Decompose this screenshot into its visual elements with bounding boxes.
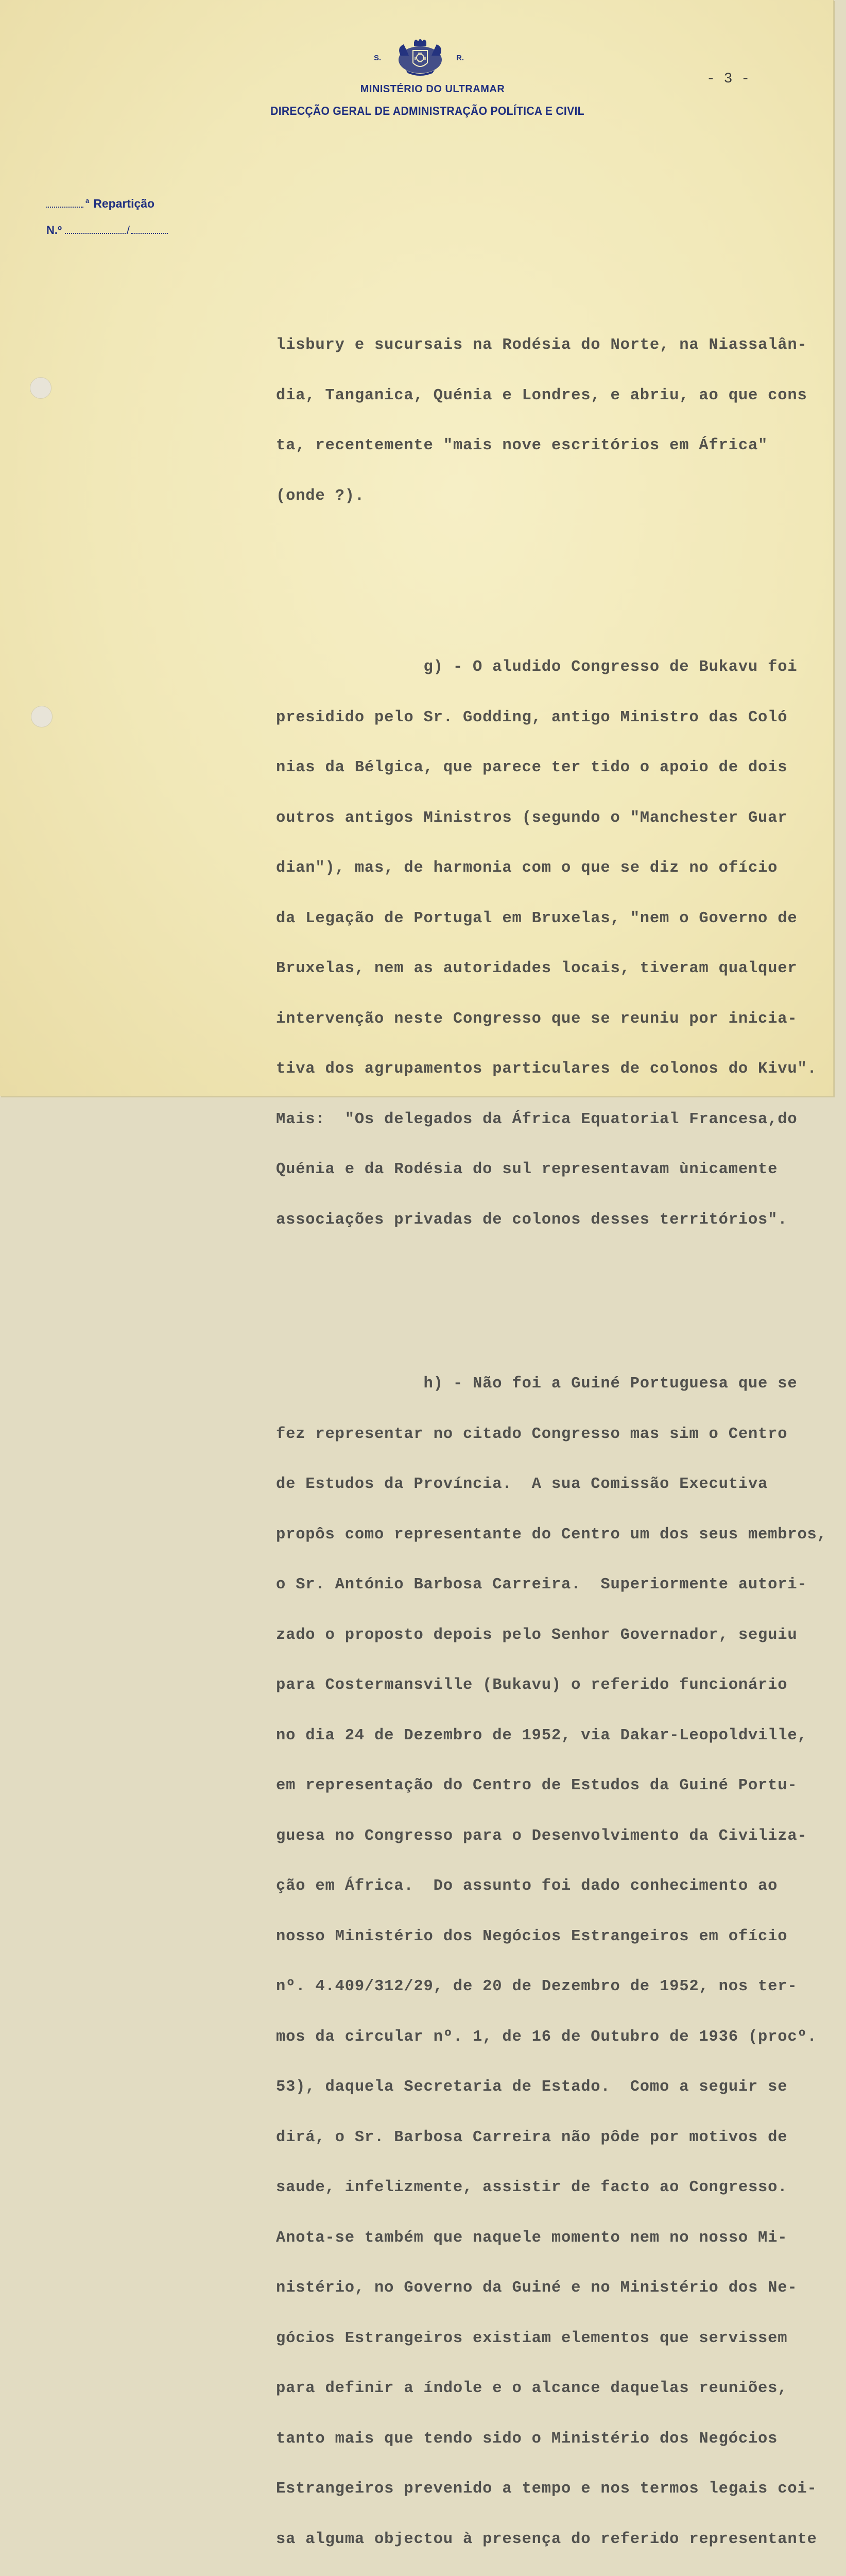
text-line: nias da Bélgica, que parece ter tido o apoio de dois xyxy=(276,759,788,776)
numero-separator: / xyxy=(127,224,130,236)
letterhead-right-letter: R. xyxy=(456,54,464,62)
text-line: Quénia e da Rodésia do sul representavam ùnicamente xyxy=(276,1161,778,1178)
text-line: Mais: "Os delegados da África Equatorial Francesa,do xyxy=(276,1110,798,1128)
text-line: da Legação de Portugal em Bruxelas, "nem o Governo de xyxy=(276,909,798,927)
punch-hole-top xyxy=(30,377,51,399)
reparticao-field xyxy=(46,197,154,211)
text-line: lisbury e sucursais na Rodésia do Norte, na Niassalân- xyxy=(276,336,807,354)
text-line: Bruxelas, nem as autoridades locais, tiveram qualquer xyxy=(276,960,798,977)
text-line: fez representar no citado Congresso mas sim o Centro xyxy=(276,1425,788,1443)
text-line: zado o proposto depois pelo Senhor Governador, seguiu xyxy=(276,1626,798,1644)
text-line: para definir a índole e o alcance daquelas reuniões, xyxy=(276,2380,788,2397)
text-line: gócios Estrangeiros existiam elementos que servissem xyxy=(276,2329,788,2347)
letterhead-left-letter: S. xyxy=(374,54,382,62)
text-line: sa alguma objectou à presença do referido representante xyxy=(276,2530,817,2548)
page-number: - 3 - xyxy=(706,71,750,87)
reparticao-label: Repartição xyxy=(93,197,155,210)
numero-label: N.º xyxy=(46,224,62,236)
text-line: no dia 24 de Dezembro de 1952, via Dakar-Leopoldville, xyxy=(276,1726,807,1744)
text-line: (onde ?). xyxy=(276,487,365,505)
text-line: saude, infelizmente, assistir de facto ao Congresso. xyxy=(276,2179,788,2196)
reparticao-ordinal: a xyxy=(85,197,90,205)
text-line: nistério, no Governo da Guiné e no Ministério dos Ne- xyxy=(276,2279,798,2297)
text-line: intervenção neste Congresso que se reuniu por inicia- xyxy=(276,1010,798,1028)
portuguese-coat-of-arms-icon xyxy=(395,40,445,75)
text-line: propôs como representante do Centro um dos seus membros, xyxy=(276,1526,827,1544)
text-line: tiva dos agrupamentos particulares de colonos do Kivu". xyxy=(276,1060,817,1078)
text-line: g) - O aludido Congresso de Bukavu foi xyxy=(276,658,798,676)
text-line: tanto mais que tendo sido o Ministério dos Negócios xyxy=(276,2430,778,2448)
text-line: h) - Não foi a Guiné Portuguesa que se xyxy=(276,1375,798,1393)
text-line: dian"), mas, de harmonia com o que se diz no ofício xyxy=(276,859,778,877)
text-line: dirá, o Sr. Barbosa Carreira não pôde por motivos de xyxy=(276,2128,788,2146)
text-line: Anota-se também que naquele momento nem no nosso Mi- xyxy=(276,2229,788,2247)
typewritten-body xyxy=(276,270,832,2576)
text-line: presidido pelo Sr. Godding, antigo Ministro das Coló xyxy=(276,708,788,726)
direccao-geral-title: DIRECÇÃO GERAL DE ADMINISTRAÇÃO POLÍTICA E CIVIL xyxy=(270,104,584,117)
text-line: associações privadas de colonos desses territórios". xyxy=(276,1211,788,1229)
text-line: guesa no Congresso para o Desenvolvimento da Civiliza- xyxy=(276,1827,807,1845)
paragraph-h xyxy=(276,1342,832,2576)
text-line: nº. 4.409/312/29, de 20 de Dezembro de 1952, nos ter- xyxy=(276,1978,798,1995)
text-line: em representação do Centro de Estudos da Guiné Portu- xyxy=(276,1777,798,1794)
text-line: o Sr. António Barbosa Carreira. Superiormente autori- xyxy=(276,1576,807,1594)
text-line: outros antigos Ministros (segundo o "Manchester Guar xyxy=(276,809,788,827)
text-line: ção em África. Do assunto foi dado conhecimento ao xyxy=(276,1877,778,1895)
paragraph-continuation xyxy=(276,303,832,538)
text-line: ta, recentemente "mais nove escritórios em África" xyxy=(276,437,768,454)
numero-field xyxy=(46,224,168,237)
text-line: nosso Ministério dos Negócios Estrangeiros em ofício xyxy=(276,1927,788,1945)
text-line: de Estudos da Província. A sua Comissão Executiva xyxy=(276,1476,768,1493)
text-line: 53), daquela Secretaria de Estado. Como a seguir se xyxy=(276,2078,788,2096)
numero-blank xyxy=(65,233,126,234)
text-line: Estrangeiros prevenido a tempo e nos termos legais coi- xyxy=(276,2480,817,2498)
ministry-title: MINISTÉRIO DO ULTRAMAR xyxy=(360,83,505,95)
punch-hole-bottom xyxy=(31,706,53,727)
numero-year-blank xyxy=(131,233,168,234)
text-line: mos da circular nº. 1, de 16 de Outubro de 1936 (procº. xyxy=(276,2028,817,2046)
reparticao-blank xyxy=(46,207,83,208)
text-line: para Costermansville (Bukavu) o referido funcionário xyxy=(276,1676,788,1694)
text-line: dia, Tanganica, Quénia e Londres, e abriu, ao que cons xyxy=(276,386,807,404)
paragraph-g xyxy=(276,625,832,1262)
